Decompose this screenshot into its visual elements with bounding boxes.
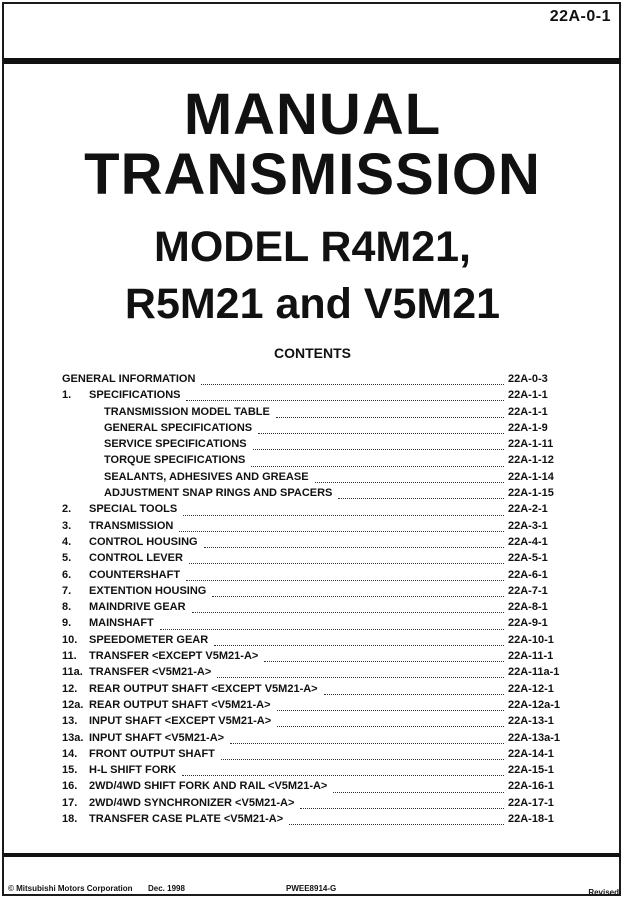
toc-entry[interactable] [62,797,562,813]
toc-entry-label: TORQUE SPECIFICATIONS [104,454,246,467]
toc-entry-label: CONTROL HOUSING [89,535,198,548]
toc-entry[interactable] [62,748,562,764]
toc-entry-label: INPUT SHAFT <EXCEPT V5M21-A> [89,715,272,728]
toc-dot-leader [204,538,504,548]
toc-dot-leader [253,440,504,450]
toc-entry-page: 22A-11-1 [508,650,554,663]
toc-entry-number: 18. [62,813,78,826]
toc-entry-label: ADJUSTMENT SNAP RINGS AND SPACERS [104,487,333,500]
toc-entry-number: 12a. [62,698,84,711]
toc-entry[interactable] [62,634,562,650]
toc-entry-number: 11a. [62,666,83,679]
toc-entry-page: 22A-5-1 [508,552,548,565]
toc-entry-number: 16. [62,780,78,793]
subtitle-line-2: R5M21 and V5M21 [124,280,501,328]
toc-entry[interactable] [62,601,562,617]
toc-entry-label: REAR OUTPUT SHAFT <EXCEPT V5M21-A> [89,682,318,695]
toc-entry-label: SPECIFICATIONS [89,389,181,402]
toc-entry[interactable] [62,650,562,666]
toc-entry-number: 12. [62,682,78,695]
footer-code: PWEE8914-G [286,884,337,893]
toc-entry-label: 2WD/4WD SHIFT FORK AND RAIL <V5M21-A> [89,780,328,793]
toc-dot-leader [183,506,504,516]
toc-entry-page: 22A-11a-1 [508,666,560,679]
toc-entry-number: 6. [62,568,72,581]
toc-entry-label: TRANSFER <V5M21-A> [89,666,212,679]
toc-entry-number: 11. [62,650,77,663]
toc-entry-number: 14. [62,747,78,760]
toc-entry-number: 7. [62,584,72,597]
toc-entry-label: SEALANTS, ADHESIVES AND GREASE [104,470,309,483]
toc-entry[interactable] [62,471,562,487]
toc-entry[interactable] [62,503,562,519]
contents-heading: CONTENTS [274,345,351,361]
toc-entry-page: 22A-2-1 [508,503,548,516]
toc-dot-leader [214,636,504,646]
page-number: 22A-0-1 [549,8,611,25]
toc-dot-leader [315,473,504,483]
toc-entry-number: 1. [62,389,72,402]
toc-entry-label: CONTROL LEVER [89,552,183,565]
toc-entry-number: 4. [62,535,72,548]
toc-entry[interactable] [62,373,562,389]
toc-entry-page: 22A-12-1 [508,682,554,695]
toc-entry-label: TRANSMISSION [89,519,174,532]
toc-entry[interactable] [62,487,562,503]
toc-entry[interactable] [62,683,562,699]
toc-entry[interactable] [62,389,562,405]
toc-entry-page: 22A-1-9 [508,421,548,434]
toc-entry-number: 15. [62,764,78,777]
toc-dot-leader [277,717,504,727]
toc-entry-label: GENERAL INFORMATION [62,373,196,385]
toc-dot-leader [186,571,504,581]
toc-entry-page: 22A-1-12 [508,454,554,467]
table-of-contents [62,373,562,829]
toc-entry[interactable] [62,813,562,829]
toc-dot-leader [189,554,504,564]
toc-entry-page: 22A-10-1 [508,633,554,646]
toc-dot-leader [160,620,504,630]
toc-entry-page: 22A-12a-1 [508,698,560,711]
footer-revised: Revised [588,888,619,897]
toc-entry[interactable] [62,438,562,454]
toc-entry-label: EXTENTION HOUSING [89,584,207,597]
toc-dot-leader [186,391,504,401]
toc-dot-leader [251,457,504,467]
toc-dot-leader [179,522,504,532]
toc-entry-label: FRONT OUTPUT SHAFT [89,747,215,760]
toc-entry[interactable] [62,569,562,585]
toc-entry-number: 5. [62,552,72,565]
toc-entry-label: SPECIAL TOOLS [89,503,178,516]
toc-entry-label: SERVICE SPECIFICATIONS [104,438,247,451]
toc-entry[interactable] [62,732,562,748]
toc-entry-page: 22A-16-1 [508,780,554,793]
toc-entry-label: TRANSFER CASE PLATE <V5M21-A> [89,813,284,826]
toc-entry-label: INPUT SHAFT <V5M21-A> [89,731,225,744]
toc-dot-leader [289,815,504,825]
toc-dot-leader [201,375,504,385]
toc-entry-page: 22A-1-14 [508,470,554,483]
footer-copyright: © Mitsubishi Motors Corporation [8,884,133,893]
toc-entry-label: MAINDRIVE GEAR [89,601,186,614]
toc-entry[interactable] [62,454,562,470]
toc-entry-page: 22A-0-3 [508,373,548,385]
toc-entry-page: 22A-15-1 [508,764,554,777]
toc-entry-number: 13a. [62,731,84,744]
toc-entry[interactable] [62,585,562,601]
toc-entry-label: REAR OUTPUT SHAFT <V5M21-A> [89,698,271,711]
toc-entry[interactable] [62,406,562,422]
toc-entry-page: 22A-7-1 [508,584,548,597]
toc-entry-page: 22A-13-1 [508,715,554,728]
toc-entry-page: 22A-17-1 [508,796,554,809]
toc-entry[interactable] [62,617,562,633]
toc-entry-number: 9. [62,617,72,630]
toc-dot-leader [217,668,504,678]
toc-entry[interactable] [62,780,562,796]
toc-entry[interactable] [62,764,562,780]
toc-entry-page: 22A-13a-1 [508,731,560,744]
toc-entry-page: 22A-14-1 [508,747,554,760]
toc-entry-page: 22A-9-1 [508,617,548,630]
toc-entry[interactable] [62,552,562,568]
toc-entry-label: H-L SHIFT FORK [89,764,177,777]
toc-dot-leader [212,587,504,597]
toc-dot-leader [333,783,504,793]
toc-entry-page: 22A-8-1 [508,601,548,614]
toc-entry-page: 22A-1-1 [508,405,548,418]
toc-dot-leader [300,799,504,809]
toc-entry-number: 10. [62,633,78,646]
toc-dot-leader [221,750,504,760]
toc-entry[interactable] [62,699,562,715]
toc-entry-page: 22A-1-11 [508,438,554,451]
subtitle-line-1: MODEL R4M21, [154,223,471,271]
toc-dot-leader [182,766,504,776]
title-line-1: MANUAL [183,82,442,147]
toc-dot-leader [192,603,504,613]
toc-entry[interactable] [62,715,562,731]
toc-dot-leader [264,652,504,662]
toc-entry-number: 8. [62,601,72,614]
toc-entry-label: TRANSMISSION MODEL TABLE [104,405,270,418]
toc-entry-label: TRANSFER <EXCEPT V5M21-A> [89,650,259,663]
toc-entry[interactable] [62,666,562,682]
toc-entry-page: 22A-1-1 [508,389,548,402]
toc-dot-leader [324,685,504,695]
toc-dot-leader [277,701,504,711]
toc-entry[interactable] [62,536,562,552]
toc-entry-page: 22A-4-1 [508,535,548,548]
title-line-2: TRANSMISSION [84,142,541,207]
toc-entry-label: 2WD/4WD SYNCHRONIZER <V5M21-A> [89,796,295,809]
toc-dot-leader [338,489,504,499]
toc-entry[interactable] [62,520,562,536]
toc-entry[interactable] [62,422,562,438]
toc-entry-number: 17. [62,796,78,809]
bottom-rule [4,853,621,857]
toc-entry-page: 22A-3-1 [508,519,548,532]
toc-entry-label: MAINSHAFT [89,617,154,630]
top-rule [4,58,621,64]
toc-entry-label: GENERAL SPECIFICATIONS [104,421,253,434]
toc-entry-label: COUNTERSHAFT [89,568,181,581]
footer-date: Dec. 1998 [148,884,185,893]
toc-dot-leader [276,408,504,418]
toc-entry-page: 22A-1-15 [508,487,554,500]
toc-entry-number: 13. [62,715,78,728]
toc-entry-page: 22A-6-1 [508,568,548,581]
toc-entry-label: SPEEDOMETER GEAR [89,633,209,646]
toc-entry-number: 2. [62,503,72,516]
toc-entry-page: 22A-18-1 [508,813,554,826]
toc-dot-leader [230,734,504,744]
toc-dot-leader [258,424,504,434]
toc-entry-number: 3. [62,519,72,532]
